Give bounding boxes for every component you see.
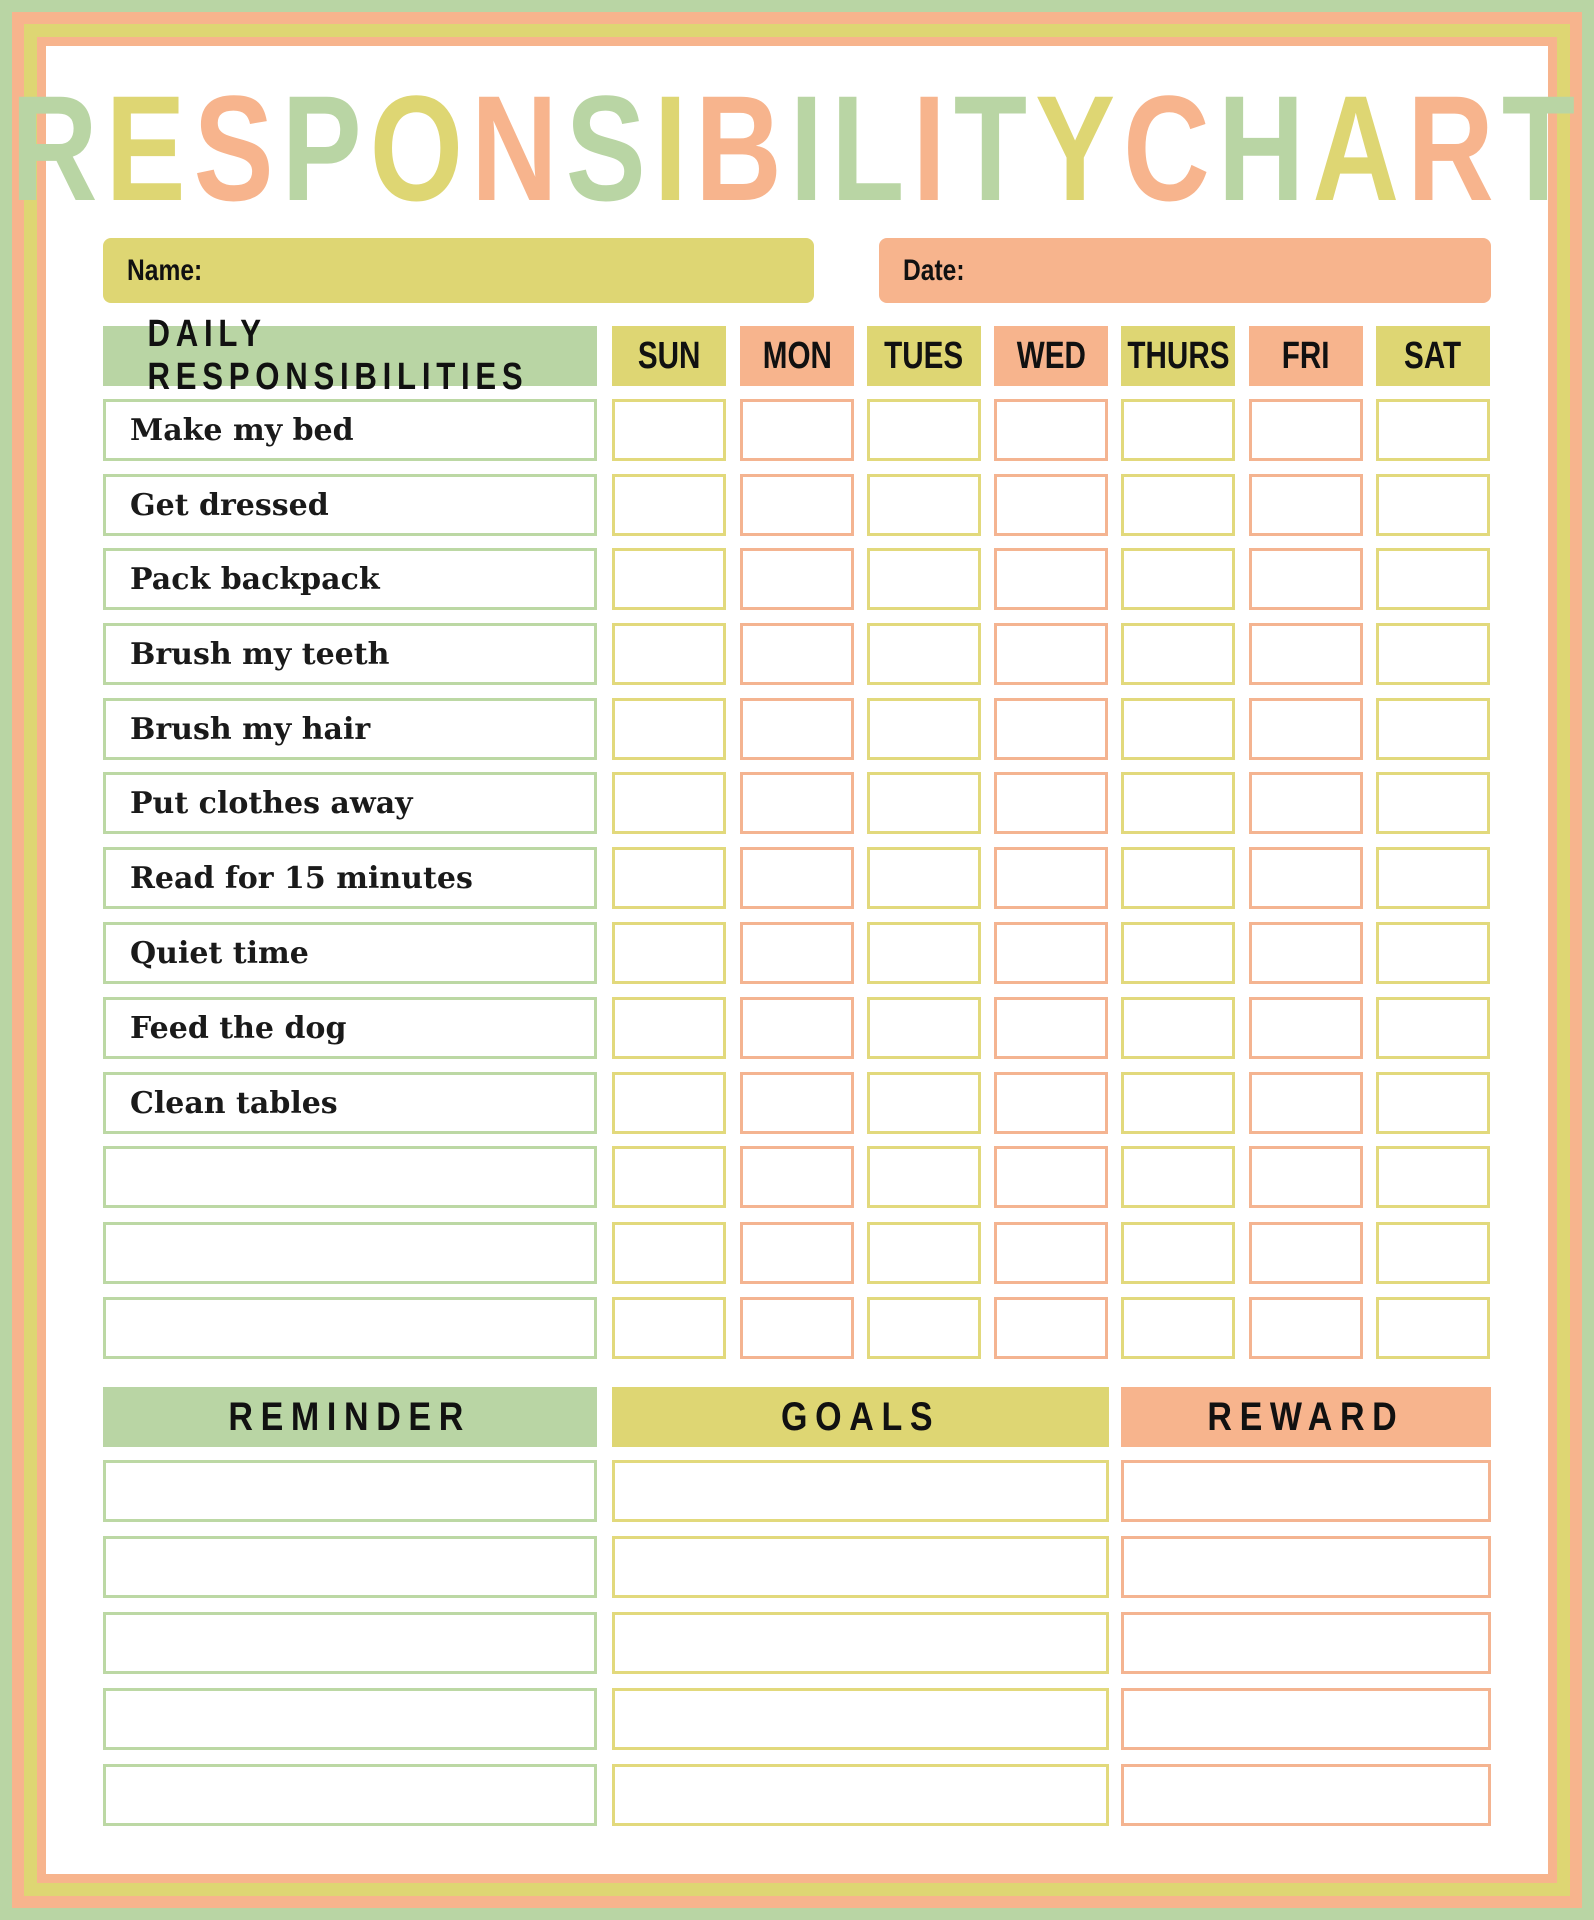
check-box-sun[interactable]: [612, 1072, 726, 1134]
task-label: Put clothes away: [130, 785, 413, 821]
check-box-sun[interactable]: [612, 623, 726, 685]
check-box-fri[interactable]: [1249, 1297, 1363, 1359]
check-box-tues[interactable]: [867, 1072, 981, 1134]
check-box-sun[interactable]: [612, 474, 726, 536]
day-label: MON: [762, 334, 832, 377]
check-box-tues[interactable]: [867, 1222, 981, 1284]
task-cell[interactable]: [103, 623, 597, 685]
check-box-fri[interactable]: [1249, 1222, 1363, 1284]
check-box-sun[interactable]: [612, 1146, 726, 1208]
check-box-sun[interactable]: [612, 922, 726, 984]
check-box-sun[interactable]: [612, 698, 726, 760]
reward-entry[interactable]: [1121, 1460, 1491, 1522]
day-label: WED: [1016, 334, 1086, 377]
title-letter: S: [565, 64, 654, 232]
check-box-wed[interactable]: [994, 1072, 1108, 1134]
check-box-fri[interactable]: [1249, 474, 1363, 536]
check-box-mon[interactable]: [740, 922, 854, 984]
check-box-wed[interactable]: [994, 1297, 1108, 1359]
check-box-fri[interactable]: [1249, 698, 1363, 760]
check-box-tues[interactable]: [867, 623, 981, 685]
check-box-tues[interactable]: [867, 772, 981, 834]
title-letter: N: [471, 64, 566, 232]
goals-entry[interactable]: [612, 1536, 1109, 1598]
check-box-sat[interactable]: [1376, 474, 1490, 536]
goals-label: GOALS: [780, 1394, 941, 1439]
check-box-tues[interactable]: [867, 847, 981, 909]
check-box-sat[interactable]: [1376, 1146, 1490, 1208]
check-box-wed[interactable]: [994, 847, 1108, 909]
day-label: SUN: [637, 334, 701, 377]
task-cell[interactable]: [103, 922, 597, 984]
day-header-mon: [740, 326, 854, 386]
name-label: Name:: [127, 253, 203, 287]
date-field[interactable]: [879, 238, 1491, 303]
check-box-wed[interactable]: [994, 474, 1108, 536]
check-box-thurs[interactable]: [1121, 698, 1235, 760]
check-box-mon[interactable]: [740, 1222, 854, 1284]
task-cell[interactable]: [103, 548, 597, 610]
check-box-sun[interactable]: [612, 1297, 726, 1359]
task-label: Make my bed: [130, 412, 354, 448]
task-label: Feed the dog: [130, 1010, 347, 1046]
check-box-fri[interactable]: [1249, 548, 1363, 610]
day-header-tues: [867, 326, 981, 386]
task-cell[interactable]: [103, 1222, 597, 1284]
check-box-sat[interactable]: [1376, 399, 1490, 461]
check-box-sat[interactable]: [1376, 922, 1490, 984]
check-box-thurs[interactable]: [1121, 399, 1235, 461]
daily-responsibilities-label: DAILY RESPONSIBILITIES: [147, 313, 529, 398]
task-label: Quiet time: [130, 935, 309, 971]
goals-entry[interactable]: [612, 1688, 1109, 1750]
check-box-fri[interactable]: [1249, 847, 1363, 909]
check-box-thurs[interactable]: [1121, 847, 1235, 909]
check-box-thurs[interactable]: [1121, 997, 1235, 1059]
title-letter: A: [1312, 64, 1408, 232]
check-box-sun[interactable]: [612, 997, 726, 1059]
check-box-mon[interactable]: [740, 698, 854, 760]
task-cell[interactable]: [103, 847, 597, 909]
check-box-tues[interactable]: [867, 548, 981, 610]
check-box-sun[interactable]: [612, 847, 726, 909]
title-letter: I: [653, 64, 696, 232]
reward-entry[interactable]: [1121, 1612, 1491, 1674]
task-label: Pack backpack: [130, 561, 380, 597]
check-box-sat[interactable]: [1376, 698, 1490, 760]
title-letter: I: [912, 64, 954, 232]
check-box-wed[interactable]: [994, 1146, 1108, 1208]
reminder-entry[interactable]: [103, 1536, 597, 1598]
check-box-mon[interactable]: [740, 1297, 854, 1359]
check-box-mon[interactable]: [740, 399, 854, 461]
check-box-fri[interactable]: [1249, 623, 1363, 685]
task-cell[interactable]: [103, 1072, 597, 1134]
task-cell[interactable]: [103, 698, 597, 760]
name-field[interactable]: [103, 238, 814, 303]
title-letter: C: [1123, 64, 1218, 232]
reminder-entry[interactable]: [103, 1688, 597, 1750]
check-box-tues[interactable]: [867, 1297, 981, 1359]
check-box-wed[interactable]: [994, 698, 1108, 760]
check-box-fri[interactable]: [1249, 997, 1363, 1059]
check-box-mon[interactable]: [740, 847, 854, 909]
reminder-header: [103, 1387, 597, 1447]
check-box-tues[interactable]: [867, 997, 981, 1059]
check-box-sat[interactable]: [1376, 548, 1490, 610]
check-box-thurs[interactable]: [1121, 922, 1235, 984]
check-box-sun[interactable]: [612, 548, 726, 610]
check-box-tues[interactable]: [867, 399, 981, 461]
title-letter: B: [695, 64, 790, 232]
check-box-thurs[interactable]: [1121, 1072, 1235, 1134]
check-box-wed[interactable]: [994, 1222, 1108, 1284]
check-box-mon[interactable]: [740, 1146, 854, 1208]
check-box-wed[interactable]: [994, 548, 1108, 610]
check-box-thurs[interactable]: [1121, 772, 1235, 834]
day-header-fri: [1249, 326, 1363, 386]
title-letter: H: [1217, 64, 1313, 232]
check-box-wed[interactable]: [994, 772, 1108, 834]
check-box-sat[interactable]: [1376, 623, 1490, 685]
check-box-wed[interactable]: [994, 623, 1108, 685]
check-box-tues[interactable]: [867, 474, 981, 536]
daily-responsibilities-header: [103, 313, 597, 398]
goals-entry[interactable]: [612, 1460, 1109, 1522]
check-box-sat[interactable]: [1376, 997, 1490, 1059]
title-letter: P: [281, 64, 370, 232]
title-letter: S: [193, 64, 282, 232]
check-box-thurs[interactable]: [1121, 548, 1235, 610]
check-box-mon[interactable]: [740, 474, 854, 536]
day-label: THURS: [1126, 334, 1230, 377]
title-letter: T: [1501, 64, 1584, 232]
task-label: Brush my teeth: [130, 636, 390, 672]
day-label: FRI: [1282, 334, 1330, 377]
check-box-mon[interactable]: [740, 548, 854, 610]
check-box-sat[interactable]: [1376, 1222, 1490, 1284]
task-cell[interactable]: [103, 997, 597, 1059]
check-box-thurs[interactable]: [1121, 1222, 1235, 1284]
check-box-tues[interactable]: [867, 698, 981, 760]
page-title: [10, 64, 1584, 232]
check-box-thurs[interactable]: [1121, 1146, 1235, 1208]
date-label: Date:: [903, 253, 965, 287]
reward-header: [1121, 1387, 1491, 1447]
day-label: SAT: [1404, 334, 1462, 377]
reward-entry[interactable]: [1121, 1764, 1491, 1826]
task-label: Brush my hair: [130, 711, 371, 747]
task-cell[interactable]: [103, 772, 597, 834]
check-box-tues[interactable]: [867, 922, 981, 984]
reminder-label: REMINDER: [228, 1394, 472, 1439]
reward-label: REWARD: [1207, 1394, 1405, 1439]
check-box-mon[interactable]: [740, 772, 854, 834]
check-box-fri[interactable]: [1249, 399, 1363, 461]
check-box-mon[interactable]: [740, 997, 854, 1059]
title-letter: E: [105, 64, 194, 232]
reminder-entry[interactable]: [103, 1764, 597, 1826]
check-box-tues[interactable]: [867, 1146, 981, 1208]
check-box-sat[interactable]: [1376, 772, 1490, 834]
title-letter: O: [369, 64, 472, 232]
title-letter: T: [953, 64, 1036, 232]
check-box-sun[interactable]: [612, 399, 726, 461]
title-letter: I: [789, 64, 832, 232]
title-letter: R: [1407, 64, 1502, 232]
day-header-wed: [994, 326, 1108, 386]
check-box-thurs[interactable]: [1121, 1297, 1235, 1359]
reminder-entry[interactable]: [103, 1460, 597, 1522]
goals-entry[interactable]: [612, 1612, 1109, 1674]
check-box-sat[interactable]: [1376, 847, 1490, 909]
check-box-sat[interactable]: [1376, 1072, 1490, 1134]
day-header-thurs: [1121, 326, 1235, 386]
goals-entry[interactable]: [612, 1764, 1109, 1826]
task-cell[interactable]: [103, 399, 597, 461]
title-letter: L: [831, 64, 913, 232]
check-box-sun[interactable]: [612, 772, 726, 834]
day-header-sat: [1376, 326, 1490, 386]
check-box-sat[interactable]: [1376, 1297, 1490, 1359]
task-cell[interactable]: [103, 474, 597, 536]
check-box-mon[interactable]: [740, 623, 854, 685]
check-box-fri[interactable]: [1249, 772, 1363, 834]
task-label: Clean tables: [130, 1085, 338, 1121]
day-label: TUES: [884, 334, 964, 377]
title-letter: Y: [1035, 64, 1124, 232]
check-box-wed[interactable]: [994, 922, 1108, 984]
check-box-fri[interactable]: [1249, 1072, 1363, 1134]
check-box-mon[interactable]: [740, 1072, 854, 1134]
reminder-entry[interactable]: [103, 1612, 597, 1674]
check-box-wed[interactable]: [994, 399, 1108, 461]
reward-entry[interactable]: [1121, 1536, 1491, 1598]
check-box-thurs[interactable]: [1121, 474, 1235, 536]
task-cell[interactable]: [103, 1146, 597, 1208]
check-box-sun[interactable]: [612, 1222, 726, 1284]
title-letter: R: [10, 64, 106, 232]
goals-header: [612, 1387, 1109, 1447]
check-box-wed[interactable]: [994, 997, 1108, 1059]
check-box-fri[interactable]: [1249, 1146, 1363, 1208]
check-box-fri[interactable]: [1249, 922, 1363, 984]
check-box-thurs[interactable]: [1121, 623, 1235, 685]
reward-entry[interactable]: [1121, 1688, 1491, 1750]
day-header-sun: [612, 326, 726, 386]
task-label: Read for 15 minutes: [130, 860, 473, 896]
task-cell[interactable]: [103, 1297, 597, 1359]
task-label: Get dressed: [130, 487, 329, 523]
